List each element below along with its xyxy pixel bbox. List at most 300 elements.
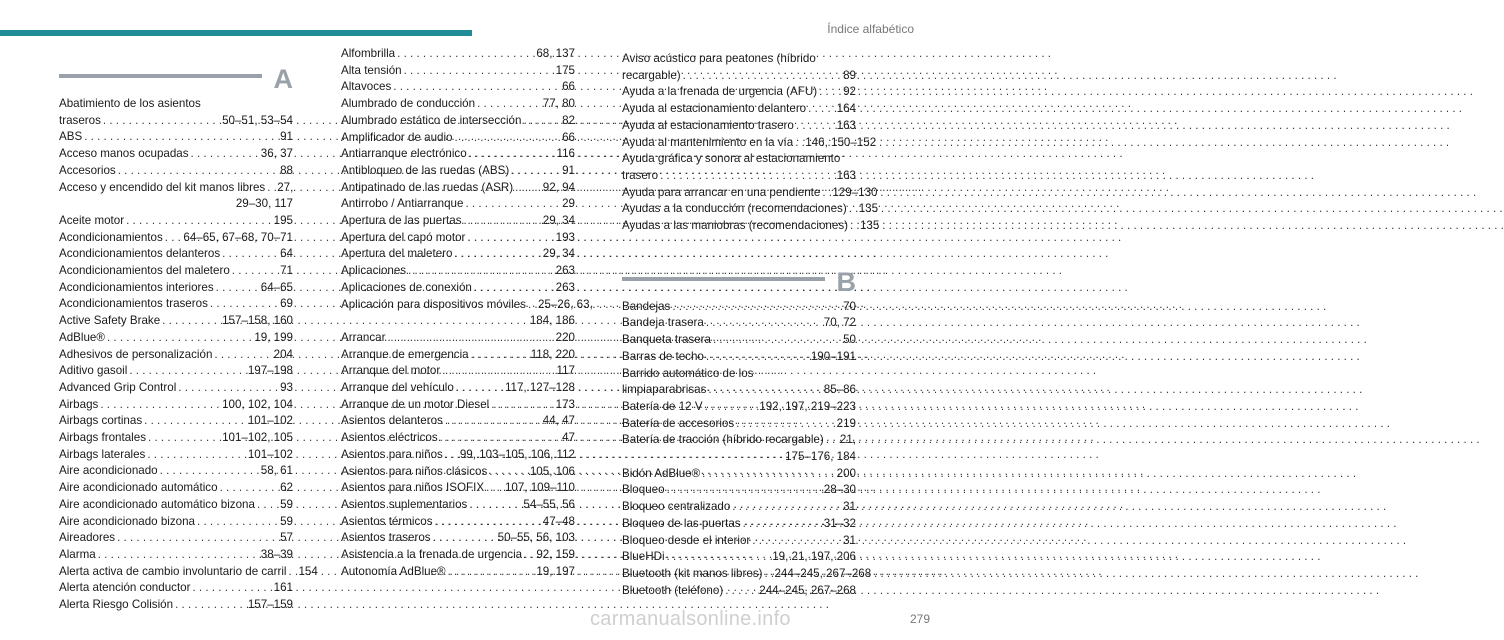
entry-term: Ayuda para arrancar en una pendiente [622,185,821,199]
entry-pages: 163 [836,118,856,132]
index-entry [341,530,575,547]
entry-line [622,218,880,235]
entry-term: Antibloqueo de las ruedas (ABS) [341,163,510,177]
section-header-b [622,263,856,297]
dot-leader [117,530,278,547]
entry-pages: 85–86 [823,383,856,397]
index-entry [341,113,575,130]
entry-pages: 66 [562,80,575,94]
entry-line [341,213,575,230]
entry-pages: 89 [843,68,856,82]
index-entry [59,397,293,414]
dot-leader [103,113,220,130]
entry-line [59,163,293,180]
entry-line [341,447,575,464]
index-entry [341,564,575,581]
entry-term: Aplicaciones [341,264,407,278]
entry-pages: 44, 47 [542,414,575,428]
entry-pages: 29 [562,197,575,211]
index-entry [622,151,856,184]
entry-pages: 50–51, 53–54 [222,113,293,127]
section-letter: A [273,64,293,94]
dot-leader [455,246,541,263]
entry-pages: 101–102 [247,447,293,461]
dot-leader [257,497,278,514]
entry-term: Asientos para niños ISOFIX [341,481,485,495]
entry-term: traseros [59,113,101,127]
dot-leader [708,382,821,399]
entry-term: Alarma [59,547,96,561]
entry-term: Alerta atención conductor [59,581,191,595]
index-entry [622,566,872,583]
index-entry [341,330,575,347]
dot-leader [528,297,536,314]
entry-line [341,63,575,80]
index-column-2 [341,46,593,581]
dot-leader [795,135,803,152]
index-entry [59,547,293,564]
entry-line [59,296,293,313]
entry-pages: 244–245, 267–268 [759,583,856,597]
entry-line [59,213,293,230]
entry-line [341,497,575,514]
dot-leader [486,480,503,497]
entry-line [341,163,575,180]
entry-line [59,447,293,464]
index-entry [59,363,293,380]
entry-term: Accesorios [59,163,116,177]
entry-pages: 100, 102, 104 [222,397,293,411]
entry-line [59,497,293,514]
entry-term: Asientos eléctricos [341,431,438,445]
index-entry [341,380,575,397]
entry-line [341,397,575,414]
index-entry [59,296,293,313]
entry-term: Adhesivos de personalización [59,347,213,361]
index-entry [341,130,575,147]
index-entry [59,230,293,247]
entry-line [341,413,575,430]
entry-term: Bandejas [622,299,671,313]
dot-leader [129,363,246,380]
dot-leader [160,463,259,480]
entry-term: Aplicación para dispositivos móviles [341,297,526,311]
entry-line [622,168,856,185]
entry-term: Batería de 12 V [622,399,703,413]
entry-term: Bidón AdBlue® [622,466,701,480]
entry-line [341,96,575,113]
entry-term: Bloqueo centralizado [622,500,731,514]
entry-pages: 19, 21, 197, 206 [772,550,856,564]
index-entry [59,564,318,581]
dot-leader [713,332,841,349]
entry-term: Acondicionamientos traseros [59,297,208,311]
entry-term: Alerta Riesgo Colisión [59,598,174,612]
entry-pages: 105, 106 [529,464,575,478]
dot-leader [288,564,296,581]
entry-line [622,499,856,516]
entry-term: Airbags frontales [59,431,146,445]
entry-pages: 62 [280,481,293,495]
entry-term: Acondicionamientos interiores [59,280,214,294]
index-entry [341,297,593,330]
entry-pages: 101–102 [247,414,293,428]
dot-leader [667,549,771,566]
index-entry [59,430,293,447]
dot-leader [175,597,246,614]
entry-term: Ayuda al estacionamiento delantero [622,102,807,116]
entry-line [341,130,575,147]
dot-leader [469,497,521,514]
entry-line [622,118,856,135]
dot-leader [523,113,560,130]
entry-line [341,564,575,581]
entry-line [622,185,878,202]
entry-line [341,480,575,497]
entry-line [59,580,293,597]
entry-pages: 59 [280,514,293,528]
index-entry [59,313,293,330]
entry-term: Apertura del capó motor [341,230,466,244]
entry-pages: 107, 109–110 [504,481,575,495]
entry-line [59,514,293,531]
dot-leader [107,330,252,347]
entry-pages: 116 [556,147,575,161]
dot-leader [197,514,278,531]
entry-line [59,397,293,414]
entry-line [622,549,856,566]
dot-leader [433,530,496,547]
entry-line [622,482,856,499]
index-entry [59,480,293,497]
dot-leader [220,480,279,497]
index-entry [341,96,575,113]
dot-leader [796,118,835,135]
dot-leader [222,246,278,263]
entry-line [622,299,856,316]
dot-leader [660,168,835,185]
entry-pages: 57 [280,531,293,545]
entry-pages: 164 [836,102,856,116]
index-entry [622,499,856,516]
entry-line [341,79,575,96]
entry-term: Acondicionamientos [59,230,163,244]
entry-term-line: Barrido automático de los [622,366,754,380]
entry-line [59,146,293,163]
entry-pages: 157–158, 160 [222,314,293,328]
section-rule [59,74,262,78]
entry-line [622,516,856,533]
entry-term: Apertura del maletero [341,247,453,261]
index-entry [622,51,856,84]
dot-leader [471,347,529,364]
entry-pages: 64–65 [260,280,293,294]
index-entry [622,482,856,499]
entry-line [59,263,293,280]
entry-pages: 92, 94 [542,180,575,194]
entry-term: Aire acondicionado automático bizona [59,497,255,511]
entry-pages: 101–102, 105 [222,431,293,445]
dot-leader [808,101,835,118]
index-entry [341,514,575,531]
index-entry [341,363,575,380]
entry-term: Banqueta trasera [622,333,711,347]
index-entry [59,330,293,347]
entry-pages: 88 [280,163,293,177]
entry-pages-continued: 184, 186 [529,314,575,328]
dot-leader [445,413,541,430]
dot-leader [148,430,220,447]
index-entry [59,96,293,129]
entry-term: Aceite motor [59,213,125,227]
dot-leader [118,163,278,180]
dot-leader [464,213,541,230]
entry-term: Ayuda al estacionamiento trasero [622,118,794,132]
index-entry [341,63,575,80]
entry-line [622,533,856,550]
entry-pages: 77, 80 [542,97,575,111]
entry-term: Acceso manos ocupadas [59,147,189,161]
section-letter: B [836,266,856,297]
entry-line [59,380,293,397]
entry-line [59,330,293,347]
dot-leader [165,230,182,247]
index-entry [59,146,293,163]
index-entry [59,280,293,297]
entry-line [622,315,856,332]
entry-pages: 19, 199 [254,330,293,344]
entry-pages: 68, 137 [536,47,575,60]
dot-leader [147,447,246,464]
entry-term: Arranque del motor [341,364,441,378]
entry-term: Asientos para niños clásicos [341,464,488,478]
entry-pages: 117, 127–128 [504,381,575,395]
entry-term: Antirrobo / Antiarranque [341,197,464,211]
dot-leader [706,315,822,332]
entry-pages: 154 [298,564,318,578]
entry-pages: 157–159 [247,598,293,612]
entry-term: Batería de accesorios [622,416,735,430]
index-entry [622,299,856,316]
entry-term: Alfombrilla [341,47,396,60]
entry-pages: 92, 159 [536,548,575,562]
index-entry [59,347,293,364]
entry-line [59,363,293,380]
entry-line [622,135,877,152]
index-entry [341,163,575,180]
entry-line [341,146,575,163]
entry-term: Asientos delanteros [341,414,443,428]
index-entry [622,315,856,332]
entry-pages: 173 [555,397,575,411]
entry-pages: 163 [836,168,856,182]
entry-pages: 27, [277,180,294,194]
entry-term: Bluetooth (kit manos libres) [622,566,763,580]
dot-leader [144,413,246,430]
entry-line [622,399,856,416]
entry-term: Arrancar [341,330,386,344]
entry-term: Asistencia a la frenada de urgencia [341,548,523,562]
entry-term: Antiarranque electrónico [341,147,467,161]
entry-term: Advanced Grip Control [59,380,177,394]
dot-leader [192,580,271,597]
entry-pages: 70, 72 [823,316,856,330]
dot-leader [511,163,560,180]
entry-pages: 135 [858,202,879,216]
entry-line [341,180,575,197]
index-entry [622,135,877,152]
index-entry [341,447,575,464]
entry-pages: 31 [843,500,856,514]
dot-leader [764,566,772,583]
entry-line [59,430,293,447]
index-entry [622,583,856,600]
entry-term: ABS [59,130,83,144]
entry-line [341,280,575,297]
entry-pages: 91 [562,163,575,177]
entry-line [622,349,856,366]
entry-line [59,313,293,330]
index-entry [622,201,879,218]
entry-pages: 263 [555,280,575,294]
entry-term: Altavoces [341,80,392,94]
entry-line [341,464,575,481]
index-entry [622,533,856,550]
entry-line [622,101,856,118]
entry-line [341,380,575,397]
page-header-title: Índice alfabético [827,22,914,36]
entry-line [59,113,293,130]
entry-term: Bluetooth (teléfono) [622,583,724,597]
dot-leader [448,564,535,581]
index-entry [341,230,575,247]
index-entry [622,349,856,366]
dot-leader [524,547,534,564]
index-entry [341,180,575,197]
entry-line [59,280,293,297]
entry-line [622,416,856,433]
entry-line [341,297,593,314]
entry-pages-continued: 29–30, 117 [235,197,293,211]
index-entry [59,580,293,597]
entry-pages: 263 [555,264,575,278]
entry-term: BlueHDi [622,550,665,564]
dot-leader [267,180,275,197]
index-entry [341,146,575,163]
entry-pages: 29, 34 [542,247,575,261]
index-entry [59,246,293,263]
entry-term: Ayuda al mantenimiento en la vía [622,135,794,149]
entry-term: Airbags [59,397,99,411]
index-entry [59,514,293,531]
dot-leader [216,280,259,297]
index-entry [622,432,856,465]
dot-leader [477,96,541,113]
dot-leader [455,130,561,147]
entry-line [341,113,575,130]
entry-line [622,201,879,218]
dot-leader [705,399,758,416]
entry-term: Asientos térmicos [341,514,433,528]
entry-pages: 64 [280,247,293,261]
entry-line [59,413,293,430]
entry-term: trasero [622,168,659,182]
entry-line [622,68,856,85]
entry-line [59,597,293,614]
index-entry [341,480,575,497]
entry-line [59,547,293,564]
entry-line [622,84,856,101]
entry-line [59,480,293,497]
dot-leader [826,432,838,449]
entry-pages: 219 [836,416,856,430]
entry-term: Batería de tracción (híbrido recargable) [622,433,824,447]
entry-pages: 129–130 [832,185,878,199]
entry-term: Alumbrado de conducción [341,97,476,111]
index-entry [59,447,293,464]
entry-pages: 135 [859,219,880,233]
entry-term: Aire acondicionado bizona [59,514,196,528]
entry-term: Barras de techo [622,349,704,363]
index-entry [59,129,293,146]
index-entry [622,466,856,483]
entry-term: Bloqueo desde el interior [622,533,751,547]
entry-pages: 71 [280,264,293,278]
entry-term: Arranque del vehículo [341,381,454,395]
entry-term: Bloqueo [622,483,665,497]
entry-pages: 38–39 [260,547,293,561]
entry-term: Antipatinado de las ruedas (ASR) [341,180,514,194]
dot-leader [397,46,534,63]
entry-line [341,196,575,213]
entry-term: Ayudas a la conducción (recomendaciones) [622,202,847,216]
entry-term: Active Safety Brake [59,314,161,328]
dot-leader [214,347,271,364]
entry-term-line: Abatimiento de los asientos [59,97,201,110]
entry-pages-continued: 175–176, 184 [785,450,856,464]
index-entry [622,516,856,533]
dot-leader [387,330,553,347]
entry-line [622,583,856,600]
entry-line [341,363,575,380]
dot-leader [732,499,841,516]
dot-leader [702,466,834,483]
dot-leader [445,447,458,464]
header-accent-bar [0,30,472,36]
entry-line [59,530,293,547]
index-entry [341,46,575,63]
dot-leader [819,84,841,101]
entry-line [341,46,575,63]
entry-term: Aplicaciones de conexión [341,280,472,294]
index-entry [622,218,880,235]
entry-term: Amplificador de audio [341,130,453,144]
entry-term: Alta tensión [341,63,402,77]
entry-term: Acondicionamientos delanteros [59,247,221,261]
index-entry [622,84,856,101]
entry-line [59,564,318,581]
entry-pages: 190–191 [810,349,856,363]
entry-pages: 161 [273,581,293,595]
entry-term: Asientos traseros [341,531,431,545]
entry-pages: 54–55, 56 [523,497,575,511]
entry-term: Airbags laterales [59,447,146,461]
index-entry [341,280,575,297]
entry-pages: 21, [839,433,856,447]
index-entry [59,180,293,213]
index-entry [622,332,856,349]
dot-leader [84,129,278,146]
